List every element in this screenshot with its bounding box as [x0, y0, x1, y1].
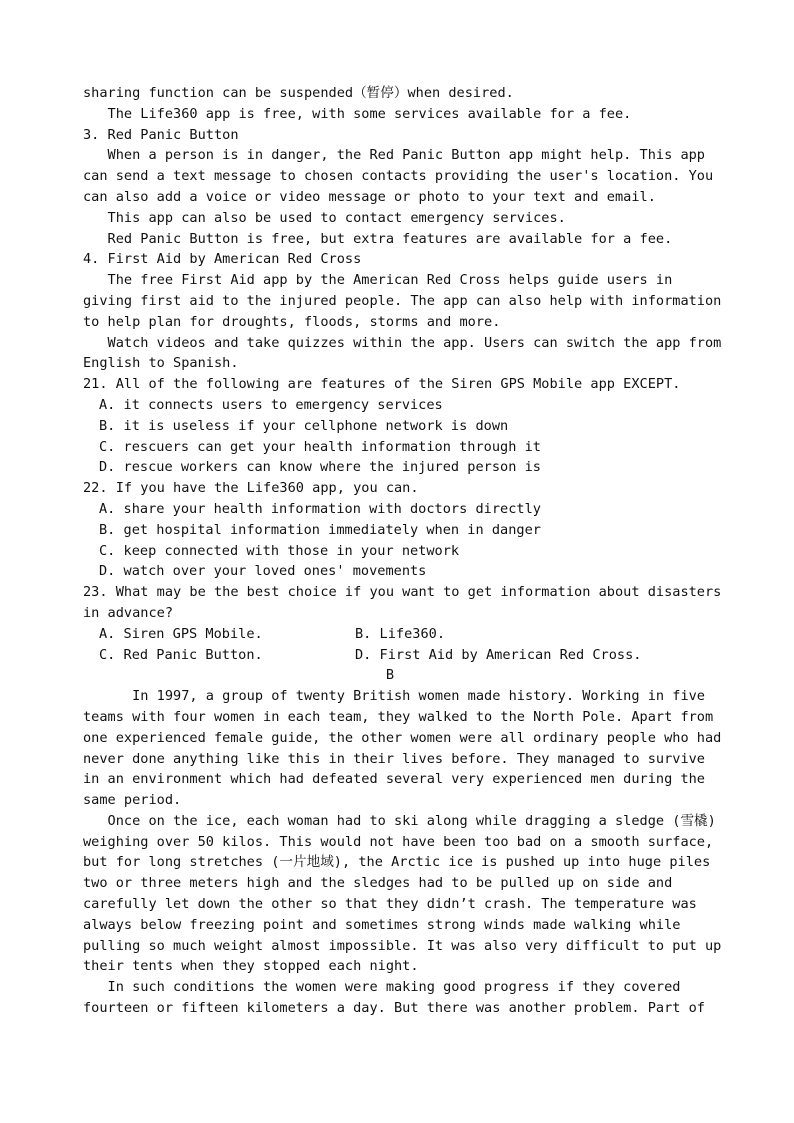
passage-line: carefully let down the other so that they didn’t crash. The temperature was — [83, 896, 697, 913]
passage-line: always below freezing point and sometimes strong winds made walking while — [83, 916, 681, 933]
text-line: This app can also be used to contact emergency services. — [83, 209, 566, 226]
passage-line: fourteen or fifteen kilometers a day. But there was another problem. Part of — [83, 1000, 705, 1017]
text-line: can also add a voice or video message or photo to your text and email. — [83, 188, 656, 205]
passage-line: one experienced female guide, the other women were all ordinary people who had — [83, 729, 722, 746]
passage-line: In such conditions the women were making good progress if they covered — [83, 979, 681, 996]
question-23-option-c: C. Red Panic Button. — [99, 646, 263, 663]
text-line: Red Panic Button is free, but extra features are available for a fee. — [83, 230, 673, 247]
question-22-stem: 22. If you have the Life360 app, you can. — [83, 480, 419, 497]
passage-line: but for long stretches (一片地域), the Arctic ice is pushed up into huge piles — [83, 854, 711, 871]
passage-line: Once on the ice, each woman had to ski along while dragging a sledge (雪橇) — [83, 812, 716, 829]
text-line: The Life360 app is free, with some services available for a fee. — [83, 105, 632, 122]
passage-line: pulling so much weight almost impossible. It was also very difficult to put up — [83, 937, 722, 954]
question-21-option-d: D. rescue workers can know where the injured person is — [99, 459, 541, 476]
passage-line: In 1997, a group of twenty British women made history. Working in five — [83, 688, 705, 705]
text-line: to help plan for droughts, floods, storms and more. — [83, 313, 501, 330]
question-21-option-b: B. it is useless if your cellphone network is down — [99, 417, 509, 434]
question-23-option-a: A. Siren GPS Mobile. — [99, 625, 263, 642]
question-23-option-b: B. Life360. — [355, 625, 446, 642]
question-21-stem: 21. All of the following are features of the Siren GPS Mobile app EXCEPT. — [83, 376, 681, 393]
passage-line: their tents when they stopped each night. — [83, 958, 419, 975]
text-line: Watch videos and take quizzes within the app. Users can switch the app from — [83, 334, 722, 351]
section-b-heading: B — [385, 667, 395, 684]
text-line: giving first aid to the injured people. The app can also help with information — [83, 292, 722, 309]
question-23-stem-cont: in advance? — [83, 604, 174, 621]
passage-line: weighing over 50 kilos. This would not have been too bad on a smooth surface, — [83, 833, 714, 850]
question-23-stem: 23. What may be the best choice if you want to get information about disasters — [83, 584, 722, 601]
document-page — [83, 83, 723, 1019]
question-22-option-b: B. get hospital information immediately when in danger — [99, 521, 541, 538]
question-21-option-c: C. rescuers can get your health information through it — [99, 438, 541, 455]
passage-line: same period. — [83, 792, 182, 809]
passage-line: in an environment which had defeated several very experienced men during the — [83, 771, 705, 788]
question-23-options-row-2 — [83, 645, 723, 666]
section-heading: 3. Red Panic Button — [83, 126, 239, 143]
passage-line: never done anything like this in their lives before. They managed to survive — [83, 750, 705, 767]
question-22-option-d: D. watch over your loved ones' movements — [99, 563, 427, 580]
question-22-option-a: A. share your health information with doctors directly — [99, 500, 541, 517]
question-21-option-a: A. it connects users to emergency services — [99, 396, 443, 413]
question-23-option-d: D. First Aid by American Red Cross. — [355, 646, 642, 663]
question-22-option-c: C. keep connected with those in your network — [99, 542, 460, 559]
text-line: English to Spanish. — [83, 355, 239, 372]
section-heading: 4. First Aid by American Red Cross — [83, 251, 362, 268]
question-23-options-row-1 — [83, 624, 723, 645]
text-line: When a person is in danger, the Red Panic Button app might help. This app — [83, 147, 705, 164]
passage-line: teams with four women in each team, they walked to the North Pole. Apart from — [83, 708, 714, 725]
passage-line: two or three meters high and the sledges had to be pulled up on side and — [83, 875, 673, 892]
text-line: The free First Aid app by the American Red Cross helps guide users in — [83, 272, 673, 289]
text-line: sharing function can be suspended（暂停）when desired. — [83, 85, 514, 101]
text-line: can send a text message to chosen contacts providing the user's location. You — [83, 168, 714, 185]
